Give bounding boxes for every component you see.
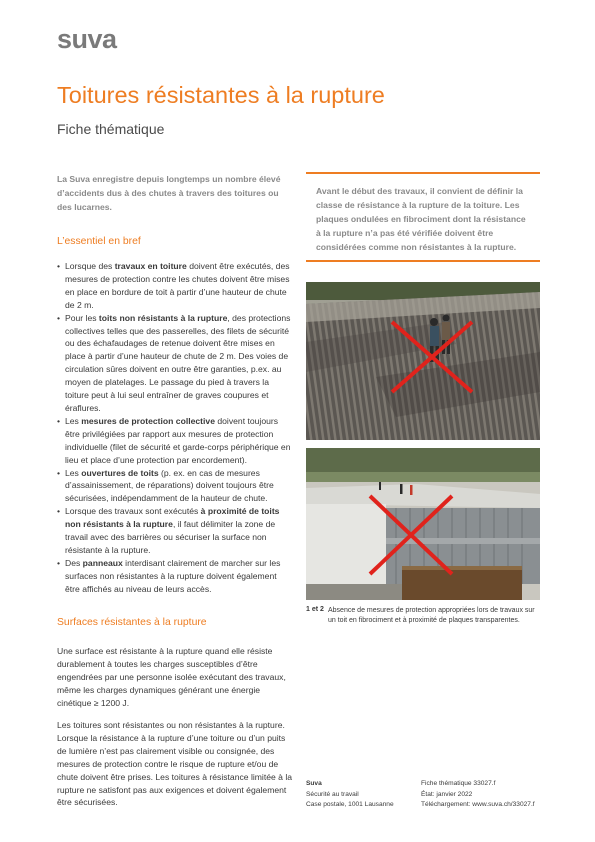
intro-text: La Suva enregistre depuis longtemps un nombre élevé d’accidents dus à des chutes à travers des toitures ou des lucarnes. (57, 174, 281, 212)
warning-text: Avant le début des travaux, il convient de définir la classe de résistance à la rupture de la toiture. Les plaques ondulées en fibrociment dont la résistance à la rupture n’a pas été vérifiée doivent être considérées comme non résistantes à la rupture. (316, 186, 526, 252)
list-item: • Lorsque des travaux sont exécutés à proximité de toits non résistants à la rupture, il faut délimiter la zone de travail avec des barrières ou sécuriser la surface non résistante à la rupture. (57, 505, 293, 557)
footer-org: Suva (306, 780, 322, 787)
list-item: • Des panneaux interdisant clairement de marcher sur les surfaces non résistantes à la rupture doivent également être affichés au niveau de leurs accès. (57, 557, 293, 596)
essentials-heading: L’essentiel en bref (57, 236, 141, 247)
caption-number: 1 et 2 (306, 606, 324, 613)
page-subtitle: Fiche thématique (57, 121, 165, 137)
warning-box (306, 172, 540, 262)
photo-building-roof (306, 448, 540, 600)
list-item: • Les ouvertures de toits (p. ex. en cas de mesures d’assainissement, de réparations) doivent toujours être sécurisées, indépendamment de la hauteur de chute. (57, 467, 293, 506)
list-item: • Pour les toits non résistants à la rupture, des protections collectives telles que des passerelles, des filets de sécurité ou des échafaudages de retenue doivent être mises en place à partir d’une hauteur de chute de 2 m. Des voies de circulation sûres doivent en outre être garanties, p.ex. au moyen de platelages. Le passage du pied à travers la toiture peut à lui seul entraîner de graves coupures et éraflures. (57, 312, 293, 415)
surfaces-heading: Surfaces résistantes à la rupture (57, 617, 207, 628)
footer-ref-block (421, 779, 535, 811)
suva-logo: suva (57, 24, 117, 54)
surfaces-paragraph-1: Une surface est résistante à la rupture quand elle résiste durablement à toutes les charges susceptibles d’être engendrées par une personne isolée exécutant des travaux, même les charges dynamiques générant une énergie cinétique ≥ 1200 J. (57, 646, 286, 708)
essentials-list (57, 260, 293, 596)
footer-download-link[interactable]: Téléchargement: www.suva.ch/33027.f (421, 801, 535, 808)
surfaces-paragraph-2: Les toitures sont résistantes ou non résistantes à la rupture. Lorsque la résistance à la rupture d’une toiture ou d’un puits de lumière n’est pas clairement visible ou consignée, des mesures de protection contre le risque de rupture et/ou de chute doivent être prises. Les toitures à résistance limitée à la rupture ne satisfont pas aux exigences et doivent également être sécurisées. (57, 720, 293, 808)
footer-date: État: janvier 2022 (421, 790, 473, 798)
page-title: Toitures résistantes à la rupture (57, 82, 385, 108)
caption-text: Absence de mesures de protection appropriées lors de travaux sur un toit en fibrociment et à proximité de plaques transparentes. (328, 607, 535, 624)
footer-address: Case postale, 1001 Lausanne (306, 801, 394, 808)
footer-org-block (306, 779, 394, 811)
footer-ref-number: Fiche thématique 33027.f (421, 780, 496, 787)
list-item: • Lorsque des travaux en toiture doivent être exécutés, des mesures de protection contre les chutes doivent être mises en place en bordure de toit à partir d’une hauteur de chute de 2 m. (57, 260, 293, 312)
list-item: • Les mesures de protection collective doivent toujours être privilégiées par rapport aux mesures de protection individuelle (filet de sécurité et garde-corps périphérique en lieu et place d’une protection par encordement). (57, 415, 293, 467)
footer-department: Sécurité au travail (306, 790, 359, 798)
photo-roof-workers (306, 282, 540, 440)
